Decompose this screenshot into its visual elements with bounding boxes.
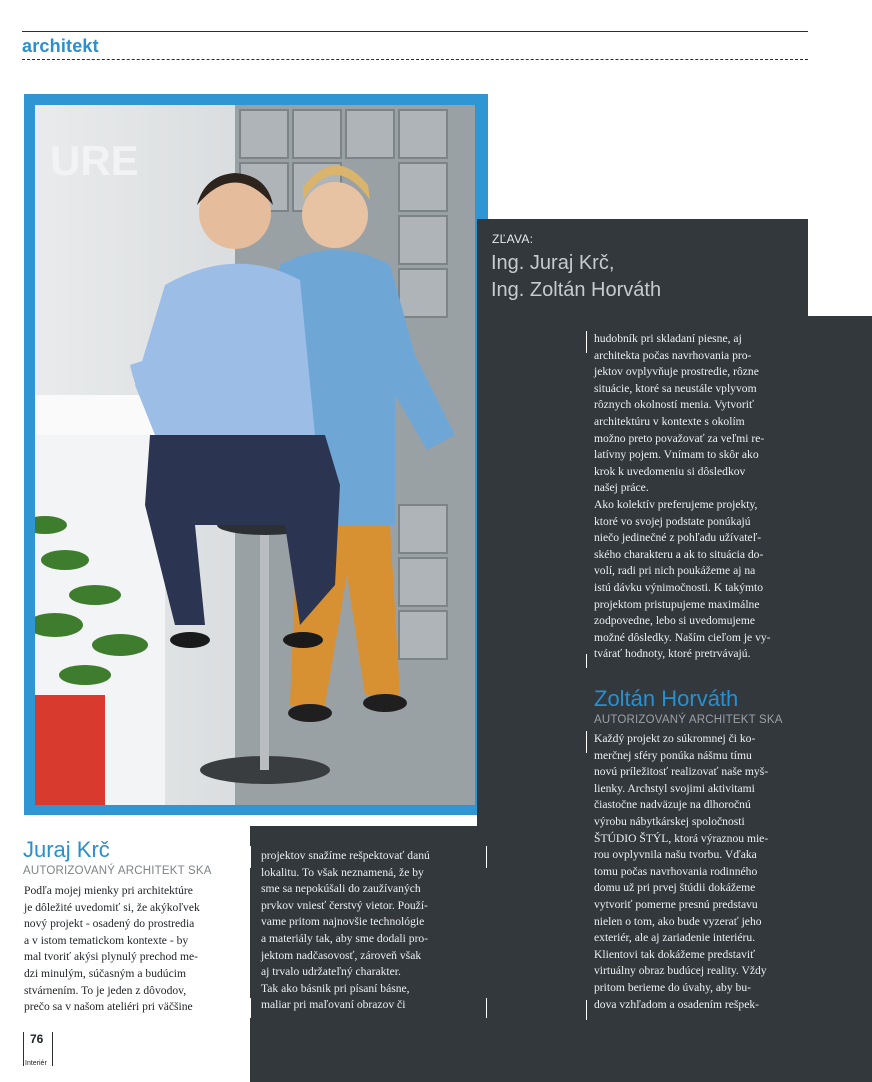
caption-label: ZĽAVA:	[492, 232, 534, 246]
zoltan-text: Každý projekt zo súkromnej či ko- merčnej sféry ponúka nášmu tímu novú príležitosť realizovať naše myš- lienky. Archstyl svojimi aktivitami čiastočne nadväzuje na dlhoročnú výrobu nábytkárskej spoločnosti ŠTÚDIO ŠTÝL, ktorá výraznou mie- rou ovplyvnila našu tvorbu. Vďaka tomu počas navrhovania rodinného domu už pri prvej štúdii dokážeme vytvoriť pomerne presnú predstavu nielen o tom, ako bude vyzerať jeho exteriér, ale aj zariadenie interiéru. Klientovi tak dokážeme predstaviť virtuálny obraz budúcej reality. Vždy pritom berieme do úvahy, aby bu- dova vzhľadom a osadením rešpek-	[594, 732, 769, 1011]
portrait-illustration	[35, 105, 475, 805]
zoltan-role: AUTORIZOVANÝ ARCHITEKT SKA	[594, 714, 783, 726]
column-mark	[586, 1000, 587, 1020]
portrait-photo	[35, 105, 475, 805]
zoltan-name: Zoltán Horváth	[594, 686, 739, 711]
magazine-name: Interiér	[25, 1060, 47, 1067]
column-mark	[586, 654, 587, 668]
caption-name-2: Ing. Zoltán Horváth	[491, 279, 662, 301]
column-mark	[250, 998, 251, 1018]
juraj-role: AUTORIZOVANÝ ARCHITEKT SKA	[23, 865, 212, 877]
header-rule	[22, 31, 808, 32]
article-column-2: projektov snažíme rešpektovať danú lokalitu. To však neznamená, že by sme sa nepokúšali do zaužívaných prvkov vniesť čerstvý vietor. Použí- vame pritom najnovšie technológie a materiály tak, aby sme dodali pro- jektom nadčasovosť, zároveň však aj trvalo udržateľný charakter. Tak ako básnik pri písaní básne, maliar pri maľovaní obrazov či	[261, 849, 430, 1012]
column-mark	[586, 731, 587, 753]
article-column-3: hudobník pri skladaní piesne, aj architekta počas navrhovania pro- jektov ovplyvňuje prostredie, rôzne situácie, ktoré sa neustále vplyvom rôznych okolností menia. Vytvoriť architektúru v kontexte s okolím možno preto považovať za veľmi re- latívny pojem. Vnímam to skôr ako krok k uvedomeniu si dôsledkov našej práce. Ako kolektív preferujeme projekty, ktoré vo svojej podstate ponúkajú niečo jedinečné z pohľadu užívateľ- ského charakteru a ak to situácia do- volí, radi pri nich poukážeme aj na istú dávku výnimočnosti. K takýmto projektom pristupujeme maximálne zodpovedne, lebo si uvedomujeme možné dôsledky. Naším cieľom je vy- tvárať hodnoty, ktoré pretrvávajú.	[594, 332, 771, 661]
caption-names	[491, 250, 661, 304]
svg-text:URE: URE	[50, 137, 139, 184]
header-dashed-rule	[22, 59, 808, 60]
column-mark	[250, 846, 251, 868]
column-mark	[486, 846, 487, 868]
column-mark	[586, 331, 587, 353]
page-number: 76	[30, 1032, 44, 1046]
section-title: architekt	[22, 36, 99, 56]
caption-name-1: Ing. Juraj Krč,	[491, 252, 615, 274]
juraj-name: Juraj Krč	[23, 837, 110, 862]
article-column-1: Podľa mojej mienky pri architektúre je dôležité uvedomiť si, že akýkoľvek nový projekt - osadený do prostredia a v istom tematickom kontexte - by mal tvoriť akýsi plynulý prechod me- dzi minulým, súčasným a budúcim stvárnením. To je jeden z dôvodov, prečo sa v našom ateliéri pri väčšine	[24, 884, 200, 1014]
column-mark	[486, 998, 487, 1018]
